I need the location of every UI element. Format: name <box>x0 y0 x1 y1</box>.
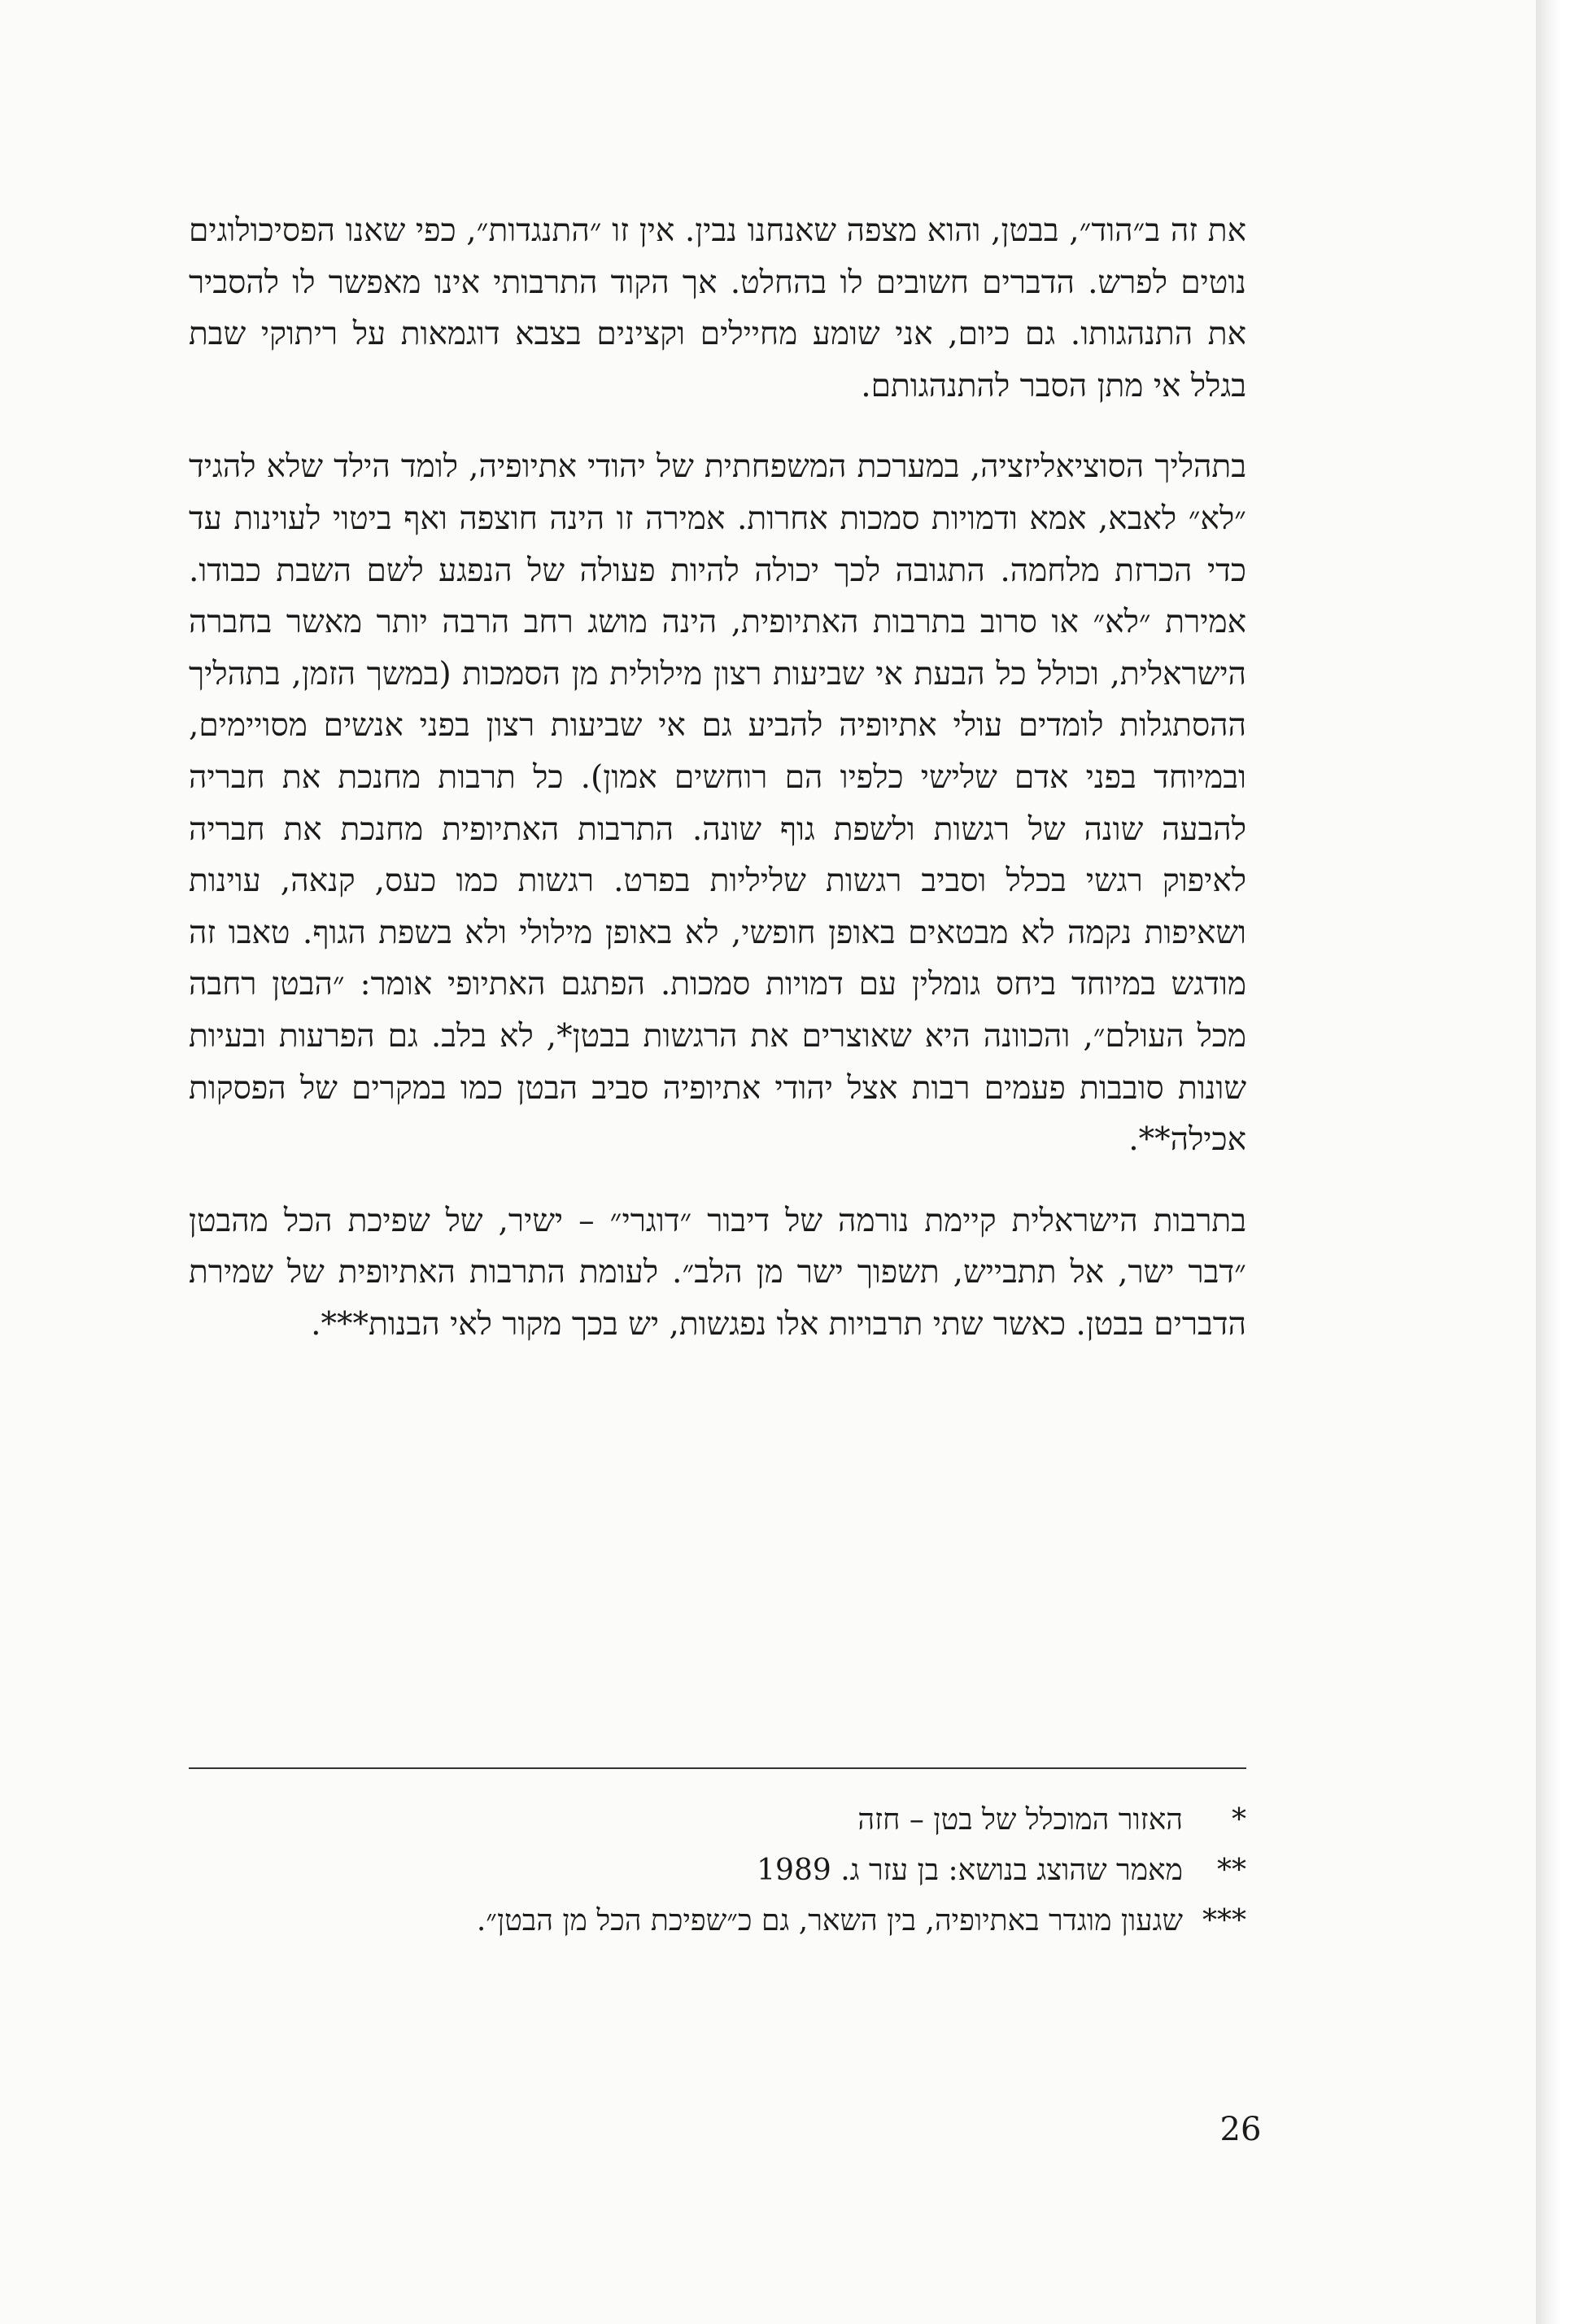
footnotes <box>189 1795 1246 1946</box>
footnote-text: מאמר שהוצג בנושא: בן עזר ג. 1989 <box>757 1854 1183 1887</box>
footnote-3 <box>189 1896 1246 1946</box>
page-edge-shadow <box>1536 0 1562 2324</box>
footnote-2 <box>189 1846 1246 1896</box>
footnote-1 <box>189 1795 1246 1846</box>
footnote-text: שגעון מוגדר באתיופיה, בין השאר, גם כ״שפיכת הכל מן הבטן״. <box>476 1904 1183 1937</box>
paragraph-3: בתרבות הישראלית קיימת נורמה של דיבור ״דוגרי״ – ישיר, של שפיכת הכל מהבטן ״דבר ישר, אל תתבייש, תשפוך ישר מן הלב״. לעומת התרבות האתיופית של שמירת הדברים בבטן. כאשר שתי תרבויות אלו נפגשות, יש בכך מקור לאי הבנות***. <box>189 1202 1246 1343</box>
footnote-text: האזור המוכלל של בטן – חזה <box>857 1803 1183 1837</box>
footnote-mark: * <box>1232 1803 1246 1837</box>
paragraph-1: את זה ב״הוד״, בבטן, והוא מצפה שאנחנו נבין. אין זו ״התנגדות״, כפי שאנו הפסיכולוגים נוטים לפרש. הדברים חשובים לו בהחלט. אך הקוד התרבותי אינו מאפשר לו להסביר את התנהגותו. גם כיום, אני שומע מחיילים וקצינים בצבא דוגמאות על ריתוקי שבת בגלל אי מתן הסבר להתנהגותם. <box>189 212 1246 404</box>
footnote-divider <box>189 1767 1246 1769</box>
page-number: 26 <box>1219 2111 1262 2148</box>
main-text <box>189 205 1246 1350</box>
footnote-mark: *** <box>1202 1904 1246 1937</box>
footnote-mark: ** <box>1217 1854 1246 1887</box>
paragraph-2: בתהליך הסוציאליזציה, במערכת המשפחתית של יהודי אתיופיה, לומד הילד שלא להגיד ״לא״ לאבא, אמא ודמויות סמכות אחרות. אמירה זו הינה חוצפה ואף ביטוי לעוינות עד כדי הכרזת מלחמה. התגובה לכך יכולה להיות פעולה של הנפגע לשם השבת כבודו. אמירת ״לא״ או סרוב בתרבות האתיופית, הינה מושג רחב הרבה יותר מאשר בחברה הישראלית, וכולל כל הבעת אי שביעות רצון מילולית מן הסמכות (במשך הזמן, בתהליך ההסתגלות לומדים עולי אתיופיה להביע גם אי שביעות רצון בפני אנשים מסויימים, ובמיוחד בפני אדם שלישי כלפיו הם רוחשים אמון). כל תרבות מחנכת את חבריה להבעה שונה של רגשות ולשפת גוף שונה. התרבות האתיופית מחנכת את חבריה לאיפוק רגשי בכלל וסביב רגשות שליליות בפרט. רגשות כמו כעס, קנאה, עוינות ושאיפות נקמה לא מבטאים באופן חופשי, לא באופן מילולי ולא בשפת הגוף. טאבו זה מודגש במיוחד ביחס גומלין עם דמויות סמכות. הפתגם האתיופי אומר: ״הבטן רחבה מכל העולם״, והכוונה היא שאוצרים את הרגשות בבטן*, לא בלב. גם הפרעות ובעיות שונות סובבות פעמים רבות אצל יהודי אתיופיה סביב הבטן כמו במקרים של הפסקות אכילה**. <box>189 448 1246 1159</box>
